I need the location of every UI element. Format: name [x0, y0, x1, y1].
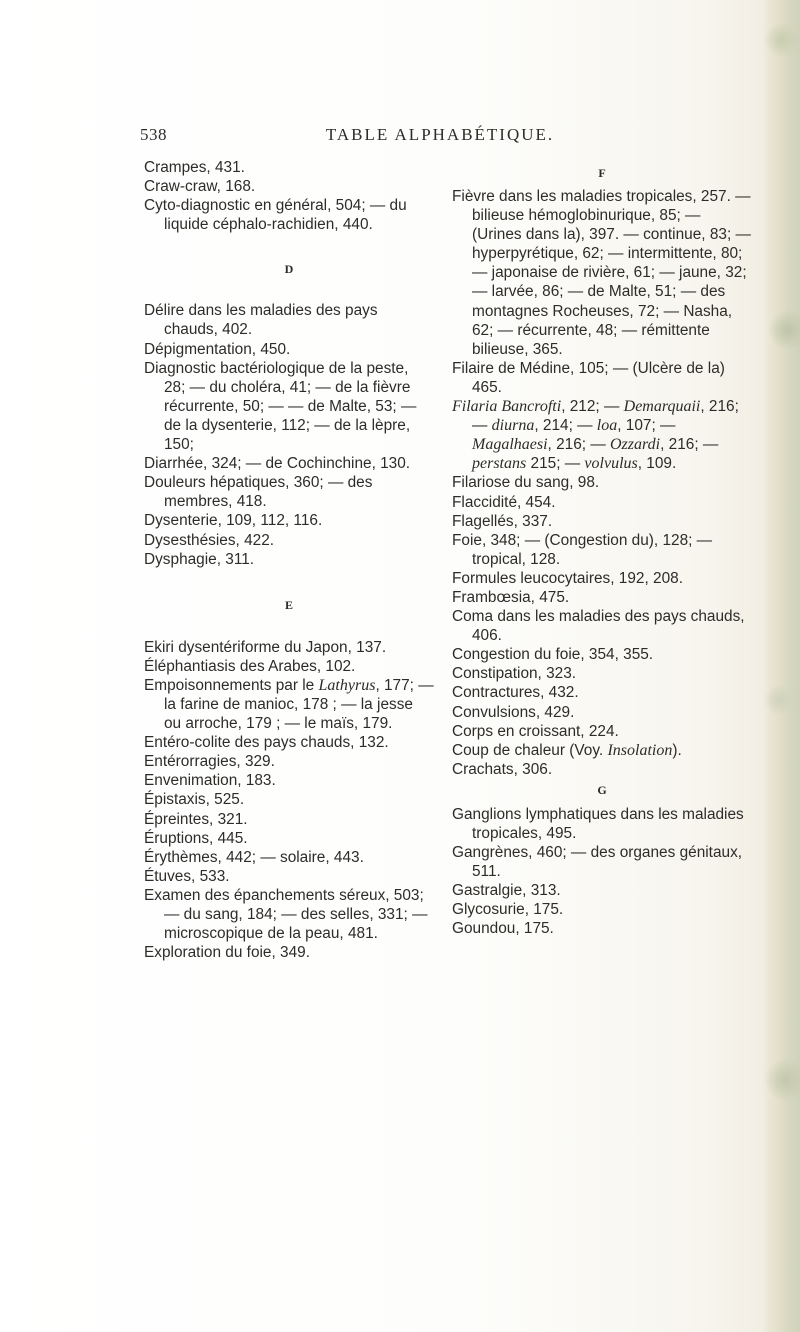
entry-italic-term: Filaria Bancrofti: [452, 398, 562, 416]
index-entry: Formules leucocytaires, 192, 208.: [452, 569, 683, 587]
index-entry: Coma dans les maladies des pays chauds, 406.: [452, 608, 745, 645]
index-entry: Gastralgie, 313.: [452, 882, 561, 900]
index-entry: Contractures, 432.: [452, 684, 579, 702]
index-entry: Épistaxis, 525.: [144, 791, 245, 809]
entry-text: 215; —: [526, 455, 585, 473]
index-entry: Entérorragies, 329.: [144, 753, 275, 771]
section-letter-f: F: [598, 166, 606, 180]
right-column: [452, 158, 752, 939]
entry-text: Coup de chaleur (Voy.: [452, 741, 608, 759]
entry-italic-term: Lathyrus: [318, 676, 376, 694]
index-entry: Éruptions, 445.: [144, 829, 248, 847]
entry-text: , 216; —: [547, 436, 610, 454]
index-entry: Gangrènes, 460; — des organes génitaux, 511.: [452, 844, 743, 881]
index-entry: Corps en croissant, 224.: [452, 722, 619, 740]
index-entry: Convulsions, 429.: [452, 703, 575, 721]
index-entry: Filaire de Médine, 105; — (Ulcère de la) 465.: [452, 359, 725, 396]
index-entry: Constipation, 323.: [452, 665, 577, 683]
index-entry: Dysenterie, 109, 112, 116.: [144, 512, 323, 530]
running-title: TABLE ALPHABÉTIQUE.: [325, 125, 555, 144]
section-letter-e: E: [284, 597, 293, 612]
entry-text: , 109.: [637, 455, 677, 473]
index-entry: Épreintes, 321.: [144, 810, 248, 828]
entry-text: , 216; —: [660, 436, 719, 454]
index-entry: Cyto-diagnostic en général, 504; — du liquide céphalo-rachidien, 440.: [144, 197, 407, 234]
page-edge-shadow: [762, 0, 800, 1332]
index-entry: Crachats, 306.: [452, 760, 553, 778]
index-entry: Craw-craw, 168.: [144, 178, 256, 196]
entry-italic-term: loa: [596, 417, 618, 435]
index-entry: Frambœsia, 475.: [452, 588, 570, 606]
index-entry: Diagnostic bactériologique de la peste, 28; — du choléra, 41; — de la fièvre récurrente, 50; — — de Malte, 53; — de la dysenterie, 112; — de la lèpre, 150;: [144, 359, 417, 454]
index-entry-filaria: [452, 397, 752, 473]
entry-text: , 214; —: [534, 417, 597, 435]
entry-text: , 177; — la farine de manioc, 178 ; — la jesse ou arroche, 179 ; — le maïs, 179.: [164, 676, 434, 733]
entry-text: ).: [672, 741, 682, 759]
index-entry: Crampes, 431.: [144, 159, 245, 176]
entry-text: Empoisonnements par le: [144, 676, 319, 694]
index-entry: Entéro-colite des pays chauds, 132.: [144, 734, 389, 752]
index-entry: Étuves, 533.: [144, 867, 230, 885]
entry-italic-term: Magalhaesi: [472, 436, 548, 454]
left-column: [144, 158, 434, 962]
index-entry: Ekiri dysentériforme du Japon, 137.: [144, 638, 387, 656]
index-entry: Fièvre dans les maladies tropicales, 257. — bilieuse hémoglobinurique, 85; — (Urines dans la), 397. — continue, 83; — hyperpyrétique, 62; — intermittente, 80; — japonaise de rivière, 61; — jaune, 32; — larvée, 86; — de Malte, 51; — des montagnes Rocheuses, 72; — Nasha, 62; — récurrente, 48; — rémittente bilieuse, 365.: [452, 188, 751, 358]
index-entry: Congestion du foie, 354, 355.: [452, 646, 654, 664]
index-entry: Dysphagie, 311.: [144, 550, 255, 568]
index-entry: Dysesthésies, 422.: [144, 531, 275, 549]
index-entry: Foie, 348; — (Congestion du), 128; — tropical, 128.: [452, 531, 713, 568]
index-entry: Délire dans les maladies des pays chauds, 402.: [144, 302, 378, 339]
index-entry: Examen des épanchements séreux, 503; — du sang, 184; — des selles, 331; — microscopique de la peau, 481.: [144, 886, 428, 943]
index-entry-coup-de-chaleur: [452, 741, 752, 760]
index-entry: Ganglions lymphatiques dans les maladies tropicales, 495.: [452, 805, 744, 842]
index-entry: Érythèmes, 442; — solaire, 443.: [144, 848, 364, 866]
entry-italic-term: Demarquaii: [623, 398, 701, 416]
index-entry: Dépigmentation, 450.: [144, 340, 291, 358]
index-entry: Diarrhée, 324; — de Cochinchine, 130.: [144, 455, 411, 473]
index-entry: Goundou, 175.: [452, 920, 554, 938]
entry-italic-term: perstans: [472, 455, 527, 473]
index-entry: Filariose du sang, 98.: [452, 474, 600, 492]
index-entry: Douleurs hépatiques, 360; — des membres, 418.: [144, 474, 373, 511]
index-entry: Glycosurie, 175.: [452, 901, 564, 919]
section-letter-g: G: [597, 782, 607, 797]
index-entry: Flagellés, 337.: [452, 512, 553, 530]
entry-italic-term: Ozzardi: [610, 436, 661, 454]
entry-text: , 216; —: [472, 398, 739, 435]
page-header: [0, 125, 800, 149]
entry-text: , 107; —: [617, 417, 676, 435]
entry-italic-term: diurna: [491, 417, 535, 435]
index-entry: Éléphantiasis des Arabes, 102.: [144, 657, 356, 675]
index-entry: Envenimation, 183.: [144, 772, 276, 790]
index-entry: Flaccidité, 454.: [452, 493, 556, 511]
entry-italic-term: Insolation: [607, 741, 673, 759]
index-entry-empoisonnements: [144, 676, 434, 733]
entry-italic-term: volvulus: [584, 455, 638, 473]
index-entry: Exploration du foie, 349.: [144, 944, 310, 962]
section-letter-d: D: [284, 262, 294, 277]
page-number: 538: [140, 125, 167, 144]
entry-text: , 212; —: [561, 398, 624, 416]
